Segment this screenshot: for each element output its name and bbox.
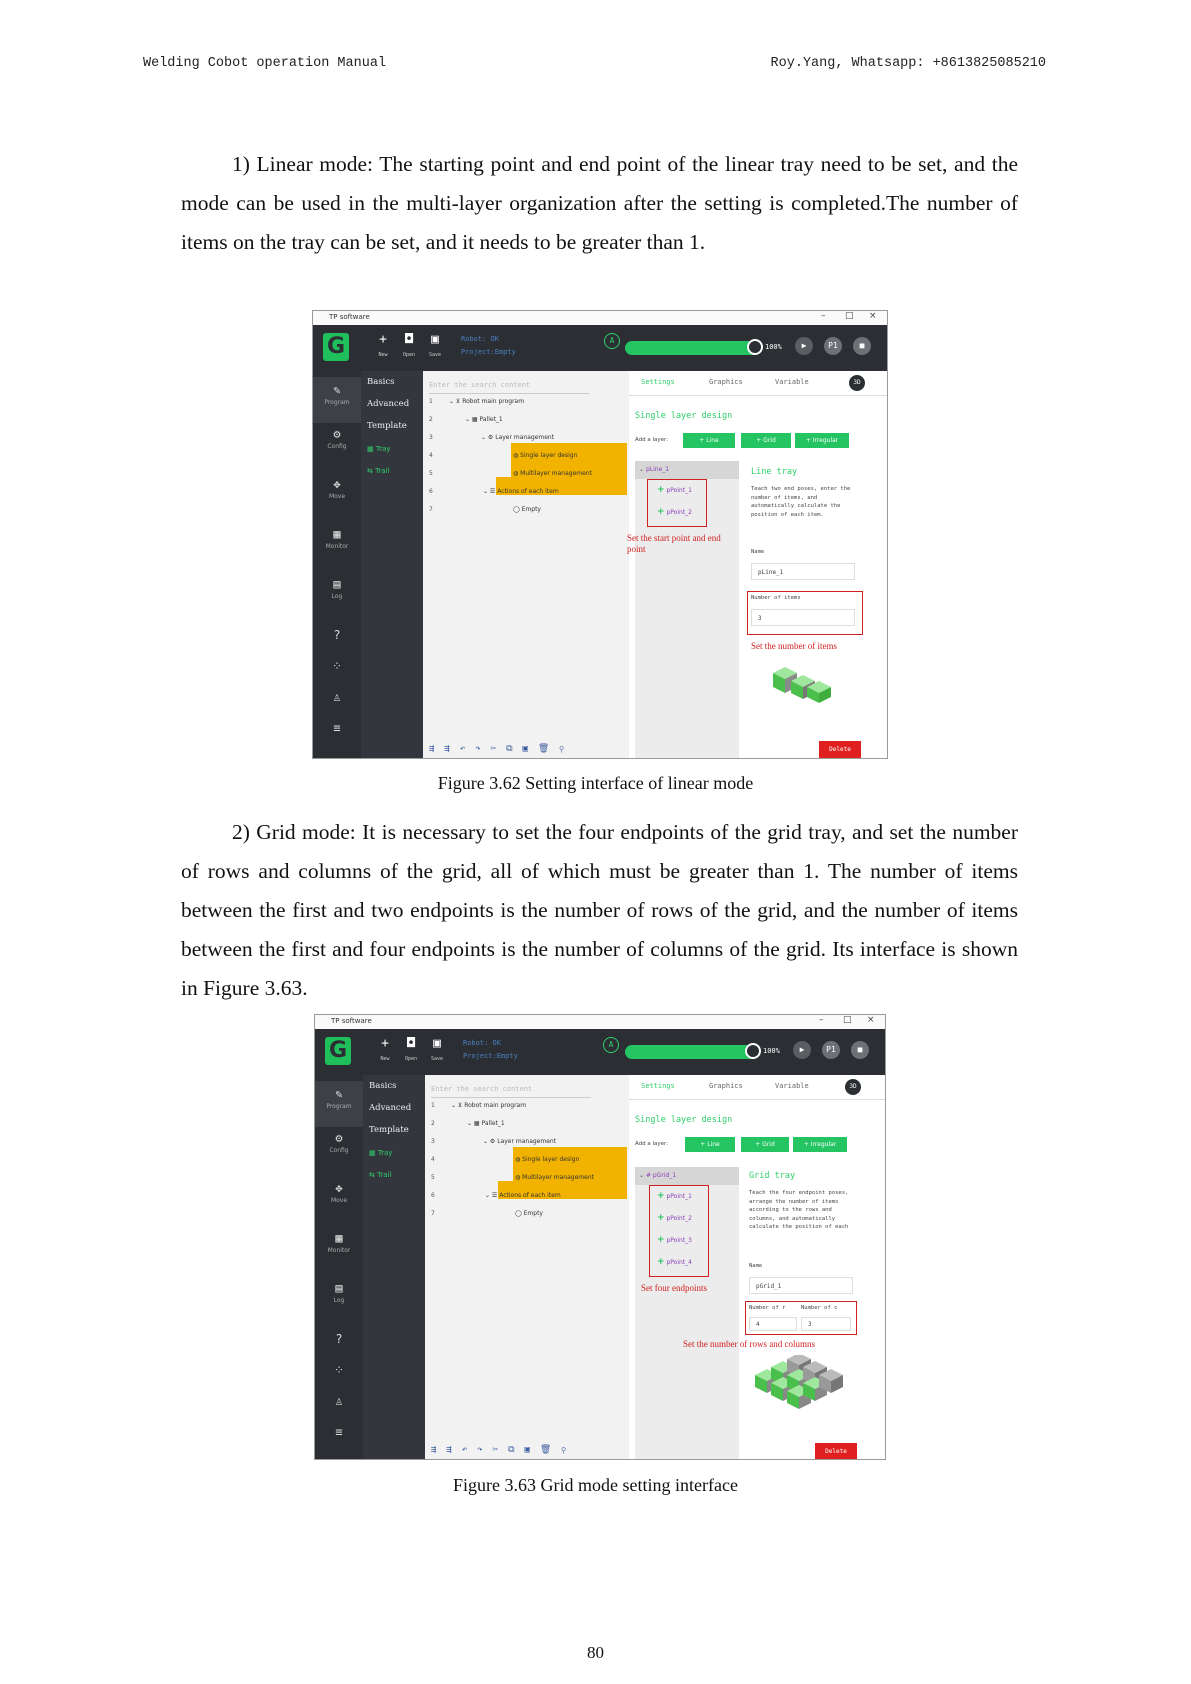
note-rows-columns: Set the number of rows and columns bbox=[683, 1339, 815, 1349]
left-nav bbox=[315, 1075, 363, 1459]
maximize-icon[interactable]: □ bbox=[845, 311, 854, 321]
rows-label: Number of r bbox=[749, 1305, 786, 1311]
name-input[interactable]: pLine_1 bbox=[751, 563, 855, 580]
point-3[interactable]: + pPoint_3 bbox=[657, 1235, 692, 1245]
speed-value: 100% bbox=[763, 1047, 780, 1055]
maximize-icon[interactable]: □ bbox=[843, 1015, 852, 1025]
tab-graphics[interactable]: Graphics bbox=[709, 1082, 743, 1090]
toolbar bbox=[313, 325, 887, 371]
add-layer-label: Add a layer: bbox=[635, 437, 669, 443]
save-label: Save bbox=[430, 1056, 444, 1062]
menu-trail[interactable]: ⇆ Trail bbox=[367, 467, 390, 475]
menu-trail-label: Trail bbox=[377, 1171, 392, 1179]
command-menu bbox=[363, 1075, 425, 1459]
tree-toolbar[interactable]: ⇶⇶↶↷✂⧉▣🗑⚲ bbox=[431, 1445, 576, 1455]
menu-icon[interactable]: ≡ bbox=[335, 1425, 343, 1439]
new-label: New bbox=[378, 352, 388, 358]
screenshot-linear-mode bbox=[312, 310, 888, 759]
nav-move[interactable]: ✥ Move bbox=[315, 1181, 363, 1204]
save-label: Save bbox=[428, 352, 442, 358]
window-title: TP software bbox=[329, 313, 370, 321]
menu-icon[interactable]: ≡ bbox=[333, 721, 341, 735]
add-irregular-button[interactable]: + Irregular bbox=[793, 1137, 847, 1152]
note-four-endpoints: Set four endpoints bbox=[641, 1283, 707, 1293]
minimize-icon[interactable]: – bbox=[819, 1015, 824, 1025]
points-highlight-box bbox=[649, 1185, 709, 1277]
running-header-right: Roy.Yang, Whatsapp: +8613825085210 bbox=[770, 56, 1046, 71]
speed-slider-knob[interactable] bbox=[745, 1043, 761, 1059]
nav-monitor[interactable]: ▦ Monitor bbox=[313, 527, 361, 550]
left-nav bbox=[313, 371, 361, 758]
nav-monitor-label: Monitor bbox=[325, 543, 349, 550]
menu-tray[interactable]: ▦ Tray bbox=[369, 1149, 393, 1157]
note-count: Set the number of items bbox=[751, 641, 837, 651]
speed-slider-knob[interactable] bbox=[747, 339, 763, 355]
delete-button[interactable]: Delete bbox=[815, 1443, 857, 1460]
add-line-button[interactable]: + Line bbox=[683, 433, 735, 448]
settings-panel bbox=[629, 1075, 885, 1459]
menu-template[interactable]: Template bbox=[369, 1125, 409, 1135]
nav-config-label: Config bbox=[329, 1147, 349, 1154]
robot-status bbox=[461, 333, 516, 359]
tab-settings[interactable]: Settings bbox=[641, 1082, 675, 1090]
name-input[interactable]: pGrid_1 bbox=[749, 1277, 853, 1294]
project-status-text: Project:Empty bbox=[461, 348, 516, 356]
save-button[interactable]: ▣ Save bbox=[427, 333, 443, 362]
new-button[interactable]: + New bbox=[377, 1037, 393, 1066]
menu-template[interactable]: Template bbox=[367, 421, 407, 431]
tab-variable[interactable]: Variable bbox=[775, 1082, 809, 1090]
nav-program-label: Program bbox=[326, 1103, 352, 1110]
app-logo: G bbox=[325, 1037, 351, 1065]
line-node[interactable]: ⌄ pLine_1 bbox=[635, 461, 739, 479]
nav-monitor[interactable]: ▦ Monitor bbox=[315, 1231, 363, 1254]
nav-move-label: Move bbox=[328, 493, 346, 500]
points-highlight-box bbox=[647, 479, 707, 527]
menu-tray-label: Tray bbox=[377, 1149, 393, 1157]
nav-program[interactable]: ✎ Program bbox=[315, 1081, 363, 1127]
close-icon[interactable]: × bbox=[869, 311, 877, 321]
user-icon[interactable]: ♙ bbox=[333, 690, 341, 704]
close-icon[interactable]: × bbox=[867, 1015, 875, 1025]
speed-value: 100% bbox=[765, 343, 782, 351]
page-number: 80 bbox=[587, 1643, 604, 1662]
nav-config[interactable]: ⚙ Config bbox=[315, 1131, 363, 1154]
search-input[interactable]: Enter the search content bbox=[429, 377, 589, 394]
point-1[interactable]: + pPoint_1 bbox=[657, 485, 692, 495]
command-menu bbox=[361, 371, 423, 758]
add-layer-label: Add a layer: bbox=[635, 1141, 669, 1147]
nav-config[interactable]: ⚙ Config bbox=[313, 427, 361, 450]
grid-node[interactable]: ⌄ # pGrid_1 bbox=[635, 1167, 739, 1185]
count-input[interactable]: 3 bbox=[751, 609, 855, 626]
open-button[interactable]: ◘ Open bbox=[403, 1037, 419, 1066]
tab-variable[interactable]: Variable bbox=[775, 378, 809, 386]
run-button[interactable]: ▶ bbox=[793, 1041, 811, 1059]
name-label: Name bbox=[749, 1263, 763, 1269]
paragraph-linear-mode-text: 1) Linear mode: The starting point and end point of the linear tray need to be set, and the mode can be used in the multi-layer organization after the setting is completed.The number of items on the tray can be set, and it needs to be greater than 1. bbox=[181, 152, 1018, 254]
grid-tray-illustration bbox=[751, 1355, 847, 1411]
menu-tray-label: Tray bbox=[375, 445, 391, 453]
run-button[interactable]: ▶ bbox=[795, 337, 813, 355]
single-layer-title: Single layer design bbox=[635, 411, 733, 421]
nav-move[interactable]: ✥ Move bbox=[313, 477, 361, 500]
user-icon[interactable]: ♙ bbox=[335, 1394, 343, 1408]
paragraph-grid-mode bbox=[181, 813, 1018, 1008]
tab-graphics[interactable]: Graphics bbox=[709, 378, 743, 386]
menu-advanced[interactable]: Advanced bbox=[367, 399, 410, 409]
point-2[interactable]: + pPoint_2 bbox=[657, 507, 692, 517]
window-titlebar bbox=[313, 311, 887, 325]
new-button[interactable]: + New bbox=[375, 333, 391, 362]
help-icon[interactable]: ? bbox=[333, 628, 341, 642]
menu-trail[interactable]: ⇆ Trail bbox=[369, 1171, 392, 1179]
3d-button[interactable]: 3D bbox=[845, 1079, 861, 1095]
add-line-button[interactable]: + Line bbox=[685, 1137, 735, 1152]
apps-icon[interactable]: ⁘ bbox=[331, 659, 343, 673]
toolbar bbox=[315, 1029, 885, 1075]
robot-status-text: Robot: OK bbox=[463, 1039, 501, 1047]
auto-mode-icon[interactable]: A bbox=[603, 1037, 619, 1053]
p1-button[interactable]: P1 bbox=[822, 1041, 840, 1059]
menu-basics[interactable]: Basics bbox=[369, 1081, 397, 1091]
nav-move-label: Move bbox=[330, 1197, 348, 1204]
settings-panel bbox=[629, 371, 887, 758]
add-grid-button[interactable]: + Grid bbox=[741, 433, 791, 448]
point-2[interactable]: + pPoint_2 bbox=[657, 1213, 692, 1223]
new-label: New bbox=[380, 1056, 390, 1062]
open-label: Open bbox=[404, 1056, 418, 1062]
tree-toolbar[interactable]: ⇶⇶↶↷✂⧉▣🗑⚲ bbox=[429, 744, 574, 754]
add-grid-button[interactable]: + Grid bbox=[741, 1137, 789, 1152]
cols-input[interactable]: 3 bbox=[801, 1317, 851, 1331]
note-start-end: Set the start point and end point bbox=[627, 533, 721, 554]
settings-tabs bbox=[629, 371, 887, 396]
program-tree: Enter the search content 1 ⌄ ⊻ Robot main program 2 ⌄ ▦ Pallet_1 3 ⌄ ⚙ Layer management 4 ◍ Single layer design 5 ◍ Multilayer management 6 ⌄ ☰ Actions of each item 7 ◯ Empty ⇶⇶↶↷✂⧉▣🗑⚲ bbox=[425, 1075, 629, 1459]
program-tree: Enter the search content 1 ⌄ ⊻ Robot main program 2 ⌄ ▦ Pallet_1 3 ⌄ ⚙ Layer management 4 ◍ Single layer design 5 ◍ Multilayer management 6 ⌄ ☰ Actions of each item 7 ◯ Empty ⇶⇶↶↷✂⧉▣🗑⚲ bbox=[423, 371, 629, 758]
nav-config-label: Config bbox=[327, 443, 347, 450]
rows-input[interactable]: 4 bbox=[749, 1317, 797, 1331]
open-button[interactable]: ◘ Open bbox=[401, 333, 417, 362]
single-layer-title: Single layer design bbox=[635, 1115, 733, 1125]
speed-slider[interactable] bbox=[625, 341, 761, 355]
paragraph-grid-mode-text: 2) Grid mode: It is necessary to set the four endpoints of the grid tray, and set the number of rows and columns of the grid, all of which must be greater than 1. The number of items between the first and two endpoints is the number of rows of the grid, and the number of items between the first and four endpoints is the number of columns of the grid. Its interface is shown in Figure 3.63. bbox=[181, 820, 1018, 1000]
nav-monitor-label: Monitor bbox=[327, 1247, 351, 1254]
menu-basics[interactable]: Basics bbox=[367, 377, 395, 387]
tab-settings[interactable]: Settings bbox=[641, 378, 675, 386]
minimize-icon[interactable]: – bbox=[821, 311, 826, 321]
grid-tray-title: Grid tray bbox=[749, 1171, 796, 1181]
paragraph-linear-mode bbox=[181, 145, 1018, 262]
3d-button[interactable]: 3D bbox=[849, 375, 865, 391]
menu-tray[interactable]: ▦ Tray bbox=[367, 445, 391, 453]
nav-log-label: Log bbox=[331, 593, 343, 600]
nav-log[interactable]: ▤ Log bbox=[315, 1281, 363, 1304]
count-label: Number of items bbox=[751, 595, 801, 601]
settings-tabs bbox=[629, 1075, 885, 1100]
menu-trail-label: Trail bbox=[375, 467, 390, 475]
delete-button[interactable]: Delete bbox=[819, 741, 861, 758]
screenshot-grid-mode bbox=[314, 1014, 886, 1460]
stop-button[interactable]: ■ bbox=[851, 1041, 869, 1059]
nav-program[interactable]: ✎ Program bbox=[313, 377, 361, 423]
name-label: Name bbox=[751, 549, 765, 555]
open-label: Open bbox=[402, 352, 416, 358]
line-tray-title: Line tray bbox=[751, 467, 798, 477]
cols-label: Number of c bbox=[801, 1305, 838, 1311]
figure-caption-3-62: Figure 3.62 Setting interface of linear mode bbox=[437, 773, 754, 793]
line-tray-illustration bbox=[769, 659, 839, 703]
running-header-left: Welding Cobot operation Manual bbox=[143, 56, 387, 71]
stop-button[interactable]: ■ bbox=[853, 337, 871, 355]
robot-status-text: Robot: OK bbox=[461, 335, 499, 343]
nav-log[interactable]: ▤ Log bbox=[313, 577, 361, 600]
point-4[interactable]: + pPoint_4 bbox=[657, 1257, 692, 1267]
nav-log-label: Log bbox=[333, 1297, 345, 1304]
save-button[interactable]: ▣ Save bbox=[429, 1037, 445, 1066]
point-1[interactable]: + pPoint_1 bbox=[657, 1191, 692, 1201]
project-status-text: Project:Empty bbox=[463, 1052, 518, 1060]
window-title: TP software bbox=[331, 1017, 372, 1025]
figure-caption-3-63: Figure 3.63 Grid mode setting interface bbox=[453, 1475, 738, 1495]
menu-advanced[interactable]: Advanced bbox=[369, 1103, 412, 1113]
window-titlebar bbox=[315, 1015, 885, 1029]
line-tray-description: Teach two end poses, enter the number of items, and automatically calculate the position of each item. bbox=[751, 486, 851, 518]
search-input[interactable]: Enter the search content bbox=[431, 1081, 591, 1098]
nav-program-label: Program bbox=[324, 399, 350, 406]
speed-slider[interactable] bbox=[625, 1045, 759, 1059]
p1-button[interactable]: P1 bbox=[824, 337, 842, 355]
help-icon[interactable]: ? bbox=[335, 1332, 343, 1346]
auto-mode-icon[interactable]: A bbox=[604, 333, 620, 349]
grid-tray-description: Teach the four endpoint poses, arrange the number of items according to the rows and columns, and automatically calculate the position of each bbox=[749, 1190, 849, 1230]
app-logo: G bbox=[323, 333, 349, 361]
robot-status bbox=[463, 1037, 518, 1063]
add-irregular-button[interactable]: + Irregular bbox=[795, 433, 849, 448]
apps-icon[interactable]: ⁘ bbox=[333, 1363, 345, 1377]
